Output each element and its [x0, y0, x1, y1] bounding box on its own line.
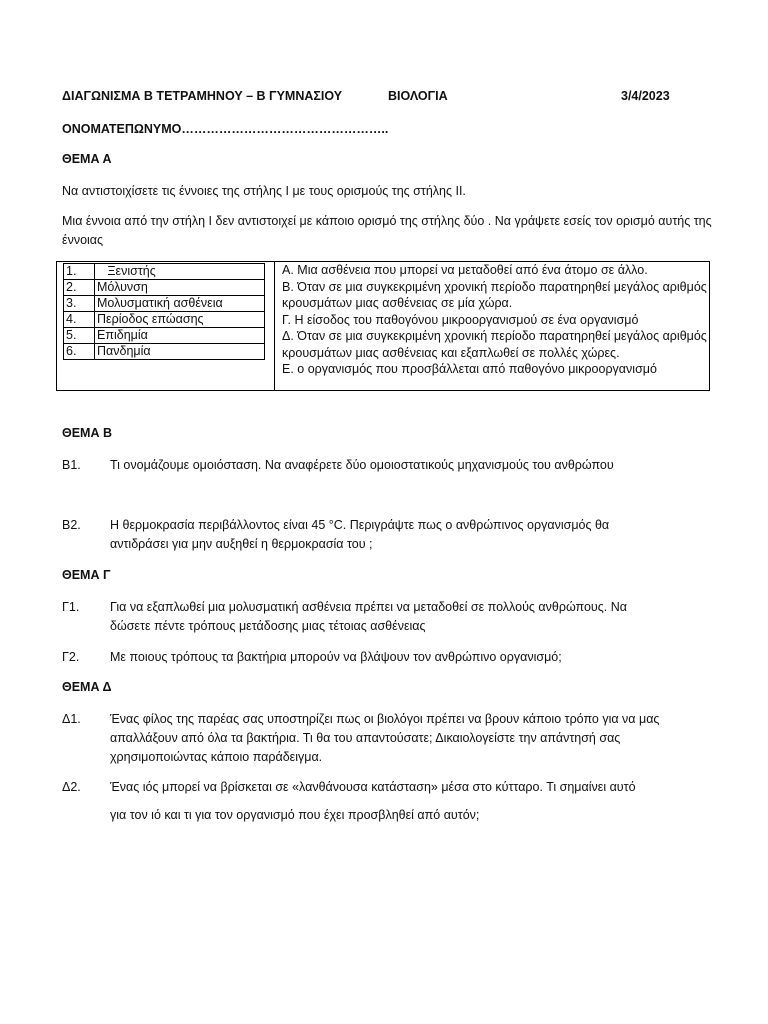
- theme-d-title: ΘΕΜΑ Δ: [62, 680, 112, 694]
- question-number: Β2.: [62, 518, 81, 532]
- question-number: Γ1.: [62, 600, 80, 614]
- question-text: Ένας ιός μπορεί να βρίσκεται σε «λανθάνουσα κατάσταση» μέσα στο κύτταρο. Τι σημαίνει αυτό: [110, 780, 636, 794]
- question-text: Η θερμοκρασία περιβάλλοντος είναι 45 °C. Περιγράψτε πως ο ανθρώπινος οργανισμός θα αντιδράσει για μην αυξηθεί η θερμοκρασία του ;: [110, 518, 610, 551]
- question-text: Ένας φίλος της παρέας σας υποστηρίζει πως οι βιολόγοι πρέπει να βρουν κάποιο τρόπο για να μας απαλλάξουν από όλα τα βακτήρια. Τι θα του απαντούσατε; Δικαιολογείστε την απάντησή σας χρησιμοποιώντας κάποιο παράδειγμα.: [110, 712, 660, 764]
- concept-row: [64, 296, 265, 312]
- concept-row: [64, 264, 265, 280]
- concept-number: 4.: [64, 312, 95, 328]
- definition-item: Α. Μια ασθένεια που μπορεί να μεταδοθεί από ένα άτομο σε άλλο.: [282, 263, 648, 277]
- theme-b-title: ΘΕΜΑ Β: [62, 426, 112, 440]
- theme-c-title: ΘΕΜΑ Γ: [62, 568, 111, 582]
- question-text: Τι ονομάζουμε ομοιόσταση. Να αναφέρετε δύο ομοιοστατικούς μηχανισμούς του ανθρώπου: [110, 458, 614, 472]
- concept-row: [64, 328, 265, 344]
- definition-item: Γ. Η είσοδος του παθογόνου μικροοργανισμού σε ένα οργανισμό: [282, 312, 639, 327]
- concept-number: 5.: [64, 328, 95, 344]
- concept-row: [64, 312, 265, 328]
- concept-number: 6.: [64, 344, 95, 360]
- concept-number: 1.: [64, 264, 95, 280]
- concept-label: Ξενιστής: [95, 264, 265, 280]
- exam-date: 3/4/2023: [621, 89, 670, 103]
- definitions-column: [282, 262, 707, 378]
- concept-label: Μόλυνση: [95, 280, 265, 296]
- concept-label: Επιδημία: [95, 328, 265, 344]
- concept-row: [64, 280, 265, 296]
- question-text: Για να εξαπλωθεί μια μολυσματική ασθένεια πρέπει να μεταδοθεί σε πολλούς ανθρώπους. Να δώσετε πέντε τρόπους μετάδοσης μιας τέτοιας ασθένειας: [110, 600, 627, 633]
- definition-item: Ε. ο οργανισμός που προσβάλλεται από παθογόνο μικροοργανισμό: [282, 362, 657, 376]
- concepts-column: [63, 263, 265, 360]
- subject: ΒΙΟΛΟΓΙΑ: [388, 89, 448, 103]
- concept-label: Μολυσματική ασθένεια: [95, 296, 265, 312]
- matching-table: [56, 261, 710, 391]
- question-number: Β1.: [62, 458, 81, 472]
- theme-a-title: ΘΕΜΑ Α: [62, 152, 112, 166]
- question-number: Δ2.: [62, 780, 81, 794]
- concept-row: [64, 344, 265, 360]
- theme-a-instruction-2: Μια έννοια από την στήλη Ι δεν αντιστοιχεί με κάποιο ορισμό της στήλης δύο . Να γράψετε εσείς τον ορισμό αυτής της έννοιας: [62, 214, 712, 247]
- concept-number: 2.: [64, 280, 95, 296]
- question-number: Γ2.: [62, 650, 80, 664]
- name-line: ΟΝΟΜΑΤΕΠΩΝΥΜΟ…………………………………………..: [62, 122, 389, 136]
- exam-title: ΔΙΑΓΩΝΙΣΜΑ Β ΤΕΤΡΑΜΗΝΟΥ – Β ΓΥΜΝΑΣΙΟΥ: [62, 89, 343, 103]
- column-divider: [274, 262, 275, 390]
- concept-number: 3.: [64, 296, 95, 312]
- question-number: Δ1.: [62, 712, 81, 726]
- theme-a-instruction-1: Να αντιστοιχίσετε τις έννοιες της στήλης Ι με τους ορισμούς της στήλης ΙΙ.: [62, 184, 466, 198]
- concept-label: Περίοδος επώασης: [95, 312, 265, 328]
- concept-label: Πανδημία: [95, 344, 265, 360]
- definition-item: Β. Όταν σε μια συγκεκριμένη χρονική περίοδο παρατηρηθεί μεγάλος αριθμός κρουσμάτων μιας ασθένειας σε μία χώρα.: [282, 279, 707, 310]
- question-text: Με ποιους τρόπους τα βακτήρια μπορούν να βλάψουν τον ανθρώπινο οργανισμό;: [110, 650, 562, 664]
- question-d2-continuation: για τον ιό και τι για τον οργανισμό που έχει προσβληθεί από αυτόν;: [110, 808, 480, 822]
- definition-item: Δ. Όταν σε μια συγκεκριμένη χρονική περίοδο παρατηρηθεί μεγάλος αριθμός κρουσμάτων μιας ασθένειας και εξαπλωθεί σε πολλές χώρες.: [282, 329, 707, 360]
